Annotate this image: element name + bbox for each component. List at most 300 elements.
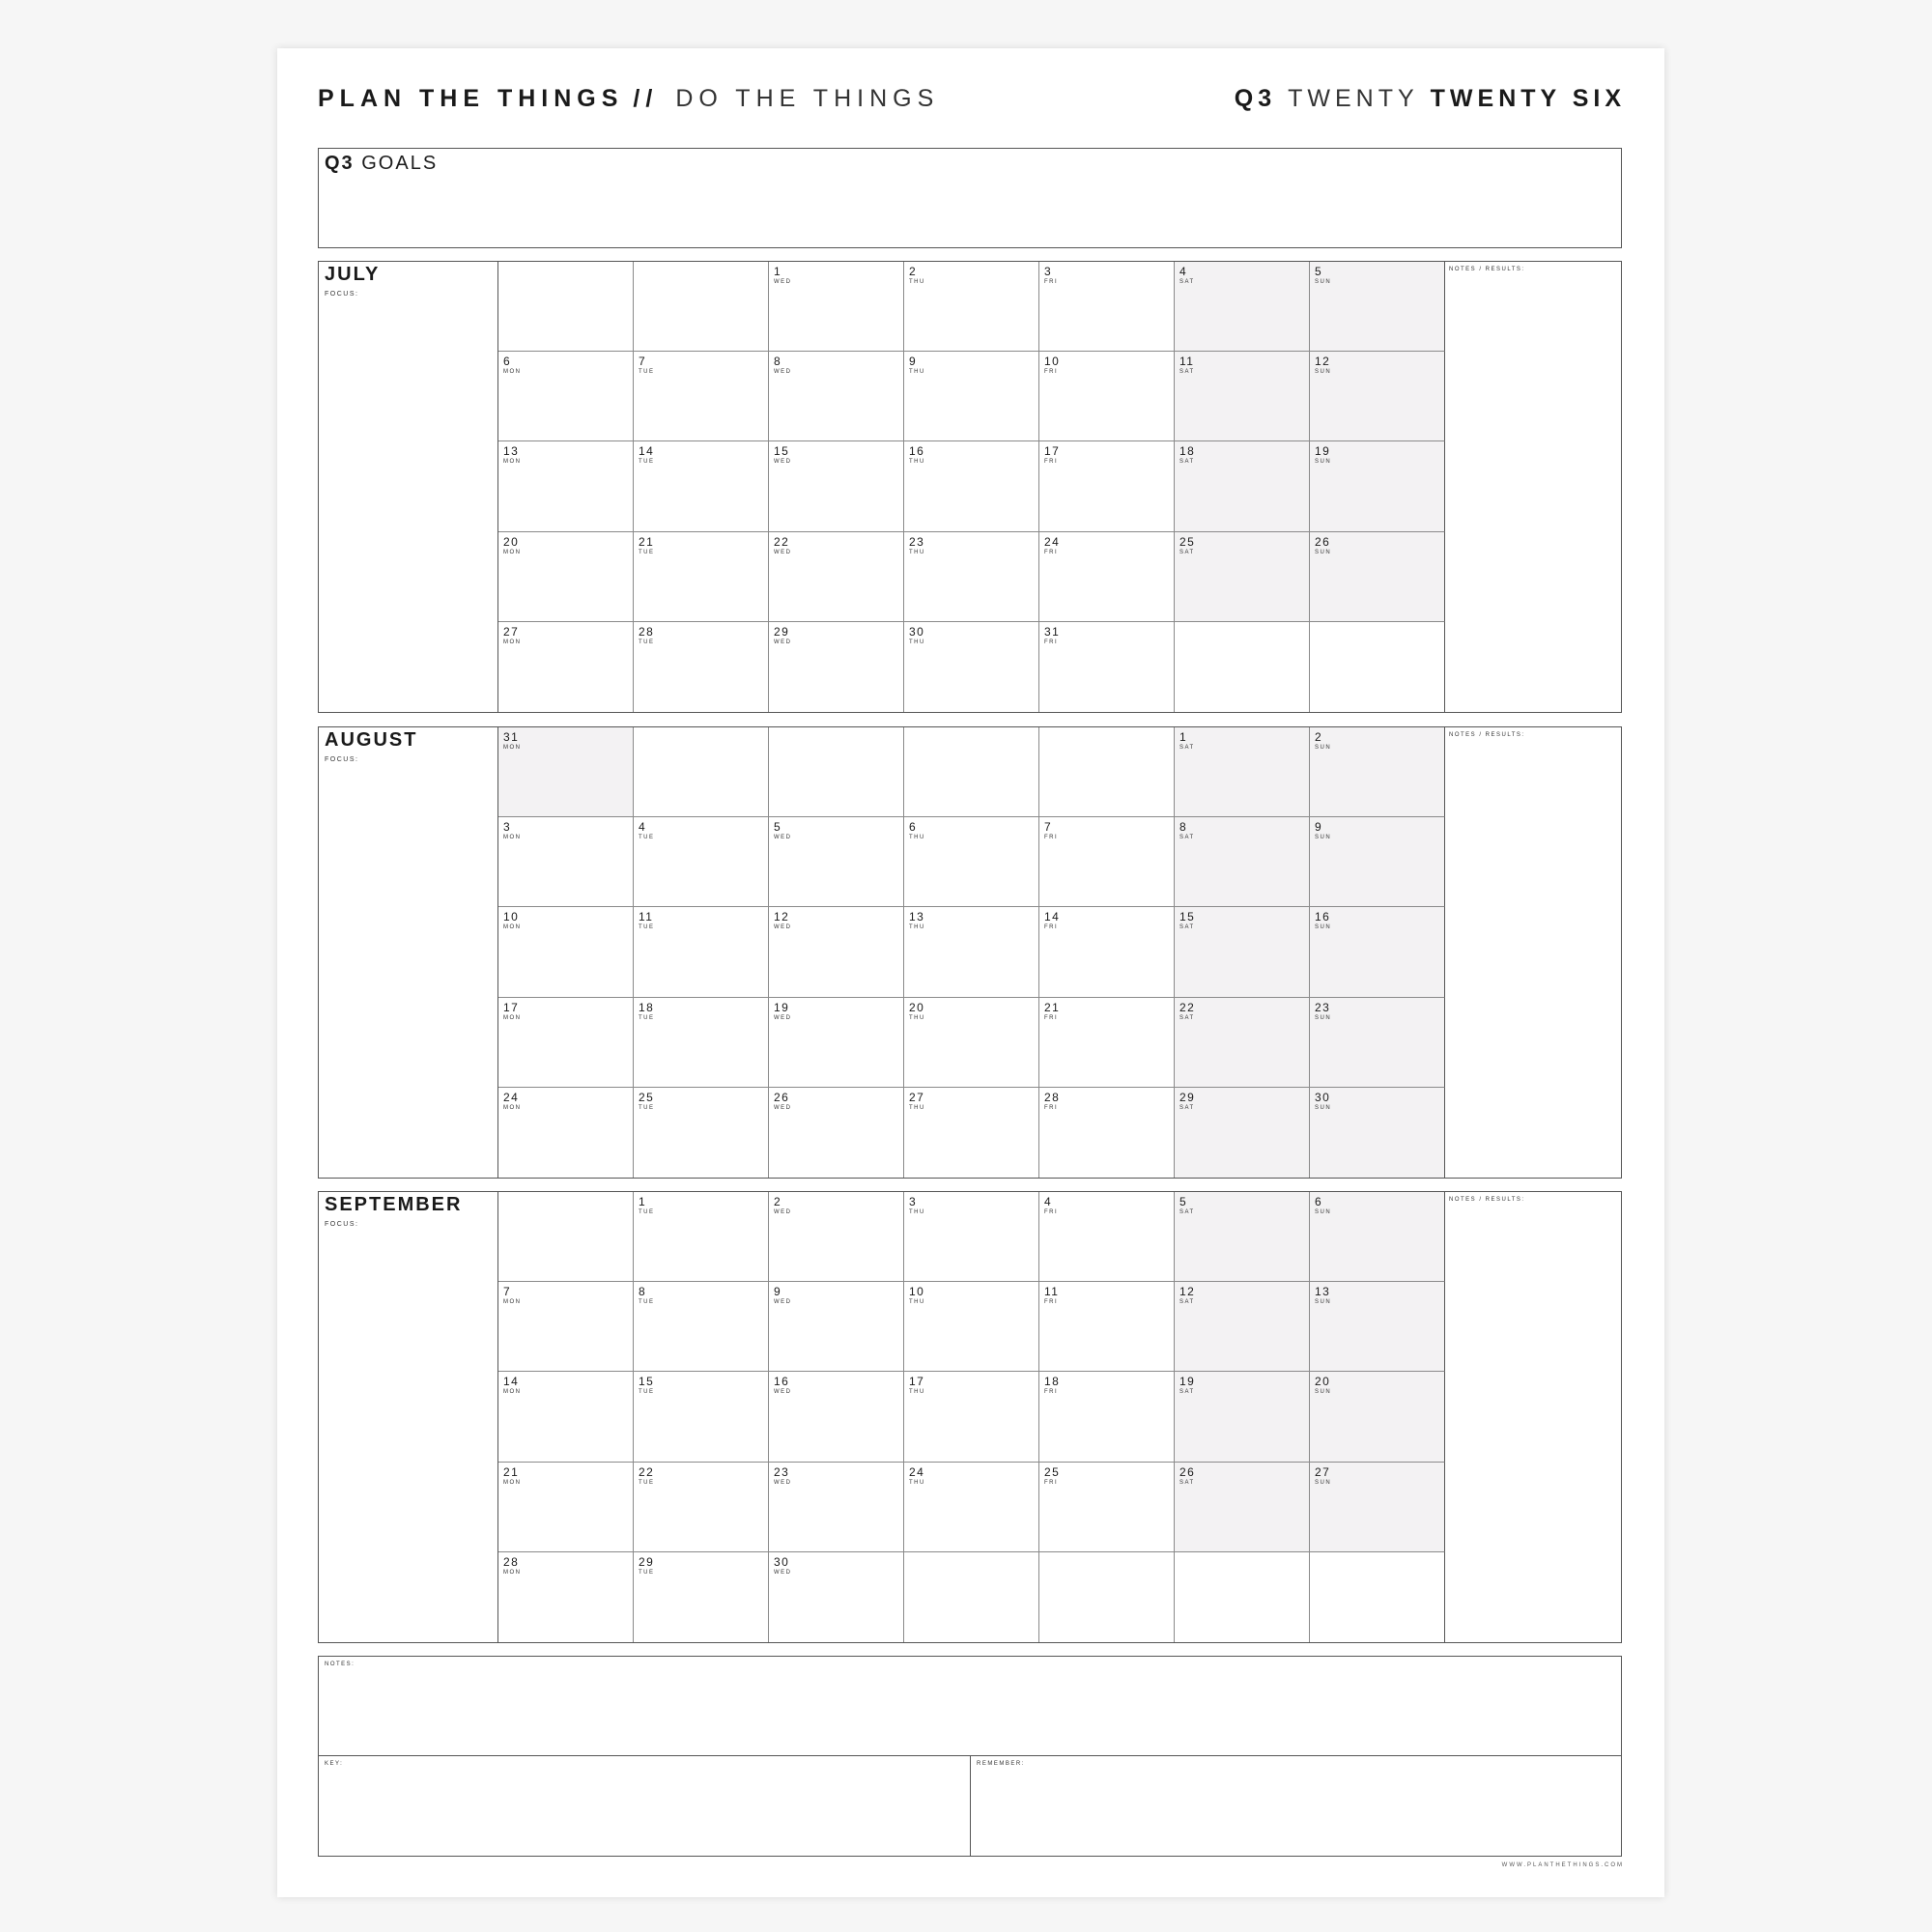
day-cell[interactable] xyxy=(904,622,1039,712)
day-number: 27 xyxy=(909,1090,925,1104)
month-name: SEPTEMBER xyxy=(325,1194,463,1215)
day-cell[interactable] xyxy=(1039,998,1175,1088)
header-title-light: DO THE THINGS xyxy=(675,85,940,112)
day-number: 13 xyxy=(909,910,925,924)
day-cell[interactable] xyxy=(1175,1192,1310,1282)
notes-results-box[interactable] xyxy=(1443,727,1621,1178)
weekday-label: THU xyxy=(909,549,925,555)
weekday-label: SAT xyxy=(1179,1104,1195,1111)
weekday-label: WED xyxy=(774,835,792,841)
weekday-label: THU xyxy=(909,279,925,285)
goals-label xyxy=(325,153,438,175)
calendar-grid xyxy=(498,1192,1445,1642)
calendar-grid xyxy=(498,727,1445,1178)
weekday-label: TUE xyxy=(639,1299,655,1306)
day-cell[interactable] xyxy=(769,1552,904,1642)
day-cell[interactable] xyxy=(1175,1552,1310,1642)
month-name: AUGUST xyxy=(325,729,418,751)
day-cell[interactable] xyxy=(1310,622,1445,712)
day-number: 3 xyxy=(1044,265,1053,278)
day-number: 10 xyxy=(909,1285,925,1299)
notes-results-label: NOTES / RESULTS: xyxy=(1449,267,1525,272)
day-cell[interactable] xyxy=(904,441,1039,531)
day-cell[interactable] xyxy=(498,352,634,441)
day-number: 21 xyxy=(639,534,655,549)
day-cell[interactable] xyxy=(634,907,769,997)
weekday-label: FRI xyxy=(1044,835,1059,841)
day-cell[interactable] xyxy=(769,1372,904,1462)
day-cell[interactable] xyxy=(634,352,769,441)
notes-results-box[interactable] xyxy=(1443,1192,1621,1642)
weekday-label: THU xyxy=(909,1389,925,1396)
day-number: 9 xyxy=(774,1285,782,1299)
weekday-label: TUE xyxy=(639,639,655,645)
day-cell[interactable] xyxy=(1310,262,1445,352)
day-number: 16 xyxy=(1315,910,1331,924)
day-cell[interactable] xyxy=(1310,907,1445,997)
day-number: 11 xyxy=(1179,355,1195,369)
day-number: 27 xyxy=(1315,1464,1331,1479)
day-number: 22 xyxy=(1179,1000,1196,1014)
day-cell[interactable] xyxy=(769,1192,904,1282)
weekday-label: WED xyxy=(774,369,792,376)
weekday-label: WED xyxy=(774,1479,792,1486)
day-number: 7 xyxy=(503,1285,512,1299)
weekday-label: SUN xyxy=(1315,549,1332,555)
day-cell[interactable] xyxy=(634,1463,769,1552)
day-cell[interactable] xyxy=(769,817,904,907)
day-number: 21 xyxy=(503,1464,520,1479)
day-number: 26 xyxy=(774,1090,790,1104)
weekday-label: WED xyxy=(774,1014,792,1021)
weekday-label: MON xyxy=(503,1389,522,1396)
weekday-label: MON xyxy=(503,835,522,841)
day-cell[interactable] xyxy=(1175,907,1310,997)
day-number: 11 xyxy=(1044,1285,1060,1299)
weekday-label: THU xyxy=(909,1209,925,1215)
weekday-label: FRI xyxy=(1044,1014,1059,1021)
day-number: 7 xyxy=(639,355,647,369)
day-cell[interactable] xyxy=(1175,1088,1310,1178)
day-number: 5 xyxy=(1179,1195,1188,1208)
weekday-label: SUN xyxy=(1315,924,1332,931)
day-cell[interactable] xyxy=(904,1282,1039,1372)
month-side[interactable] xyxy=(319,1192,498,1642)
day-cell[interactable] xyxy=(498,441,634,531)
day-number: 9 xyxy=(909,355,918,369)
day-cell[interactable] xyxy=(498,907,634,997)
day-cell[interactable] xyxy=(1175,998,1310,1088)
weekday-label: TUE xyxy=(639,459,655,466)
day-cell[interactable] xyxy=(498,622,634,712)
day-cell[interactable] xyxy=(498,532,634,622)
day-cell[interactable] xyxy=(769,352,904,441)
weekday-label: SUN xyxy=(1315,1479,1332,1486)
day-cell[interactable] xyxy=(1175,1282,1310,1372)
weekday-label: THU xyxy=(909,639,925,645)
weekday-label: SAT xyxy=(1179,745,1195,751)
remember-box[interactable] xyxy=(971,1756,1621,1856)
day-cell[interactable] xyxy=(1310,1282,1445,1372)
weekday-label: SAT xyxy=(1179,279,1195,285)
day-number: 30 xyxy=(1315,1090,1331,1104)
weekday-label: TUE xyxy=(639,1209,655,1215)
day-number: 21 xyxy=(1044,1000,1061,1014)
day-cell[interactable] xyxy=(904,1552,1039,1642)
day-cell[interactable] xyxy=(904,998,1039,1088)
day-number: 17 xyxy=(909,1375,925,1389)
day-cell[interactable] xyxy=(634,532,769,622)
day-number: 12 xyxy=(1179,1285,1196,1299)
day-number: 15 xyxy=(774,444,790,459)
weekday-label: SAT xyxy=(1179,549,1195,555)
day-cell[interactable] xyxy=(904,907,1039,997)
day-cell[interactable] xyxy=(1310,1552,1445,1642)
month-side[interactable] xyxy=(319,262,498,712)
day-number: 15 xyxy=(639,1375,655,1389)
weekday-label: FRI xyxy=(1044,924,1059,931)
weekday-label: SUN xyxy=(1315,745,1332,751)
day-cell[interactable] xyxy=(1175,532,1310,622)
weekday-label: WED xyxy=(774,924,792,931)
weekday-label: TUE xyxy=(639,549,655,555)
day-cell[interactable] xyxy=(1310,532,1445,622)
day-number: 14 xyxy=(639,444,655,459)
focus-label: FOCUS: xyxy=(325,1221,359,1228)
day-cell[interactable] xyxy=(1039,1088,1175,1178)
weekday-label: TUE xyxy=(639,835,655,841)
day-number: 15 xyxy=(1179,910,1196,924)
day-number: 24 xyxy=(909,1464,925,1479)
day-cell[interactable] xyxy=(1310,1088,1445,1178)
day-number: 1 xyxy=(1179,730,1188,744)
day-cell[interactable] xyxy=(634,262,769,352)
day-number: 19 xyxy=(1179,1375,1196,1389)
day-cell[interactable] xyxy=(1039,352,1175,441)
month-block-august xyxy=(318,726,1622,1179)
day-cell[interactable] xyxy=(634,727,769,817)
day-cell[interactable] xyxy=(1310,1192,1445,1282)
weekday-label: SUN xyxy=(1315,835,1332,841)
weekday-label: THU xyxy=(909,1014,925,1021)
goals-box[interactable] xyxy=(318,148,1622,248)
day-number: 2 xyxy=(909,265,918,278)
header-quarter-year xyxy=(1235,85,1626,113)
focus-label: FOCUS: xyxy=(325,291,359,298)
day-number: 25 xyxy=(1179,534,1196,549)
day-number: 12 xyxy=(774,910,790,924)
day-number: 22 xyxy=(774,534,790,549)
day-number: 29 xyxy=(1179,1090,1196,1104)
day-number: 4 xyxy=(639,820,647,835)
day-number: 27 xyxy=(503,624,520,639)
day-cell[interactable] xyxy=(904,1463,1039,1552)
weekday-label: SAT xyxy=(1179,1299,1195,1306)
day-cell[interactable] xyxy=(904,1192,1039,1282)
day-number: 4 xyxy=(1044,1195,1053,1208)
day-cell[interactable] xyxy=(498,817,634,907)
header-title xyxy=(318,85,939,113)
day-cell[interactable] xyxy=(634,1282,769,1372)
day-number: 18 xyxy=(1179,444,1196,459)
day-cell[interactable] xyxy=(498,1192,634,1282)
day-cell[interactable] xyxy=(634,622,769,712)
day-number: 18 xyxy=(639,1000,655,1014)
day-number: 20 xyxy=(1315,1375,1331,1389)
weekday-label: MON xyxy=(503,459,522,466)
day-number: 18 xyxy=(1044,1375,1061,1389)
day-cell[interactable] xyxy=(769,727,904,817)
day-cell[interactable] xyxy=(498,262,634,352)
weekday-label: SUN xyxy=(1315,1389,1332,1396)
day-number: 8 xyxy=(639,1285,647,1299)
day-number: 26 xyxy=(1315,534,1331,549)
day-cell[interactable] xyxy=(904,262,1039,352)
weekday-label: FRI xyxy=(1044,549,1059,555)
day-cell[interactable] xyxy=(1310,817,1445,907)
day-cell[interactable] xyxy=(769,532,904,622)
header-title-bold: PLAN THE THINGS xyxy=(318,85,624,112)
weekday-label: SAT xyxy=(1179,1209,1195,1215)
day-cell[interactable] xyxy=(1039,1192,1175,1282)
weekday-label: SUN xyxy=(1315,1104,1332,1111)
day-number: 10 xyxy=(1044,355,1061,369)
day-cell[interactable] xyxy=(1175,352,1310,441)
day-cell[interactable] xyxy=(1175,262,1310,352)
day-cell[interactable] xyxy=(904,1088,1039,1178)
day-number: 5 xyxy=(774,820,782,835)
day-number: 24 xyxy=(1044,534,1061,549)
weekday-label: SAT xyxy=(1179,924,1195,931)
day-cell[interactable] xyxy=(1175,1372,1310,1462)
year-light: TWENTY xyxy=(1288,85,1419,112)
day-cell[interactable] xyxy=(1039,1372,1175,1462)
day-number: 20 xyxy=(503,534,520,549)
weekday-label: SAT xyxy=(1179,1479,1195,1486)
day-number: 14 xyxy=(503,1375,520,1389)
weekday-label: SUN xyxy=(1315,1299,1332,1306)
weekday-label: MON xyxy=(503,369,522,376)
day-number: 16 xyxy=(909,444,925,459)
key-box[interactable] xyxy=(319,1756,971,1856)
weekday-label: THU xyxy=(909,924,925,931)
day-number: 19 xyxy=(774,1000,790,1014)
day-number: 28 xyxy=(503,1554,520,1569)
day-number: 10 xyxy=(503,910,520,924)
day-number: 30 xyxy=(774,1554,790,1569)
day-number: 17 xyxy=(503,1000,520,1014)
day-cell[interactable] xyxy=(1310,727,1445,817)
year-bold: TWENTY SIX xyxy=(1430,85,1626,112)
day-cell[interactable] xyxy=(904,817,1039,907)
day-number: 22 xyxy=(639,1464,655,1479)
quarter-label: Q3 xyxy=(1234,85,1277,112)
day-cell[interactable] xyxy=(634,1192,769,1282)
weekday-label: THU xyxy=(909,1479,925,1486)
day-cell[interactable] xyxy=(498,1282,634,1372)
weekday-label: WED xyxy=(774,1389,792,1396)
weekday-label: FRI xyxy=(1044,639,1059,645)
weekday-label: SUN xyxy=(1315,369,1332,376)
day-cell[interactable] xyxy=(769,907,904,997)
weekday-label: TUE xyxy=(639,924,655,931)
day-number: 14 xyxy=(1044,910,1061,924)
day-cell[interactable] xyxy=(1175,441,1310,531)
weekday-label: SAT xyxy=(1179,1389,1195,1396)
day-cell[interactable] xyxy=(498,727,634,817)
weekday-label: TUE xyxy=(639,1479,655,1486)
day-cell[interactable] xyxy=(634,1088,769,1178)
weekday-label: MON xyxy=(503,1014,522,1021)
day-cell[interactable] xyxy=(1310,998,1445,1088)
weekday-label: SAT xyxy=(1179,369,1195,376)
weekday-label: MON xyxy=(503,1299,522,1306)
weekday-label: MON xyxy=(503,549,522,555)
weekday-label: MON xyxy=(503,1104,522,1111)
day-number: 3 xyxy=(909,1195,918,1208)
weekday-label: WED xyxy=(774,1299,792,1306)
bottom-notes-box[interactable] xyxy=(318,1656,1622,1756)
day-cell[interactable] xyxy=(498,1463,634,1552)
day-cell[interactable] xyxy=(1039,727,1175,817)
day-cell[interactable] xyxy=(1310,1463,1445,1552)
notes-results-label: NOTES / RESULTS: xyxy=(1449,1197,1525,1203)
day-cell[interactable] xyxy=(1039,532,1175,622)
day-cell[interactable] xyxy=(634,441,769,531)
day-number: 23 xyxy=(1315,1000,1331,1014)
day-number: 1 xyxy=(639,1195,647,1208)
day-number: 11 xyxy=(639,910,654,924)
day-cell[interactable] xyxy=(1039,1552,1175,1642)
weekday-label: SUN xyxy=(1315,1209,1332,1215)
day-cell[interactable] xyxy=(1039,441,1175,531)
day-cell[interactable] xyxy=(769,1463,904,1552)
day-cell[interactable] xyxy=(1039,907,1175,997)
planner-sheet xyxy=(277,48,1664,1897)
day-number: 6 xyxy=(1315,1195,1323,1208)
day-cell[interactable] xyxy=(1310,352,1445,441)
weekday-label: FRI xyxy=(1044,1389,1059,1396)
weekday-label: WED xyxy=(774,459,792,466)
day-cell[interactable] xyxy=(769,622,904,712)
day-cell[interactable] xyxy=(1039,622,1175,712)
day-number: 24 xyxy=(503,1090,520,1104)
day-cell[interactable] xyxy=(904,727,1039,817)
weekday-label: MON xyxy=(503,1479,522,1486)
weekday-label: SAT xyxy=(1179,1014,1195,1021)
day-number: 9 xyxy=(1315,820,1323,835)
day-cell[interactable] xyxy=(1175,817,1310,907)
weekday-label: SUN xyxy=(1315,1014,1332,1021)
day-cell[interactable] xyxy=(1175,727,1310,817)
weekday-label: THU xyxy=(909,369,925,376)
weekday-label: THU xyxy=(909,1299,925,1306)
weekday-label: WED xyxy=(774,639,792,645)
day-number: 3 xyxy=(503,820,512,835)
day-cell[interactable] xyxy=(1310,441,1445,531)
day-cell[interactable] xyxy=(634,817,769,907)
notes-results-box[interactable] xyxy=(1443,262,1621,712)
day-number: 13 xyxy=(503,444,520,459)
day-cell[interactable] xyxy=(634,998,769,1088)
day-cell[interactable] xyxy=(769,1282,904,1372)
weekday-label: MON xyxy=(503,745,522,751)
day-cell[interactable] xyxy=(498,1552,634,1642)
weekday-label: WED xyxy=(774,1104,792,1111)
day-cell[interactable] xyxy=(769,262,904,352)
weekday-label: FRI xyxy=(1044,1479,1059,1486)
day-number: 2 xyxy=(774,1195,782,1208)
day-cell[interactable] xyxy=(1039,1282,1175,1372)
day-cell[interactable] xyxy=(498,998,634,1088)
day-number: 29 xyxy=(639,1554,655,1569)
weekday-label: MON xyxy=(503,924,522,931)
day-number: 23 xyxy=(909,534,925,549)
weekday-label: FRI xyxy=(1044,459,1059,466)
day-number: 5 xyxy=(1315,265,1323,278)
month-side[interactable] xyxy=(319,727,498,1178)
weekday-label: SUN xyxy=(1315,459,1332,466)
key-remember-row xyxy=(318,1756,1622,1857)
day-cell[interactable] xyxy=(1039,817,1175,907)
remember-label: REMEMBER: xyxy=(977,1761,1025,1767)
month-name: JULY xyxy=(325,264,381,285)
weekday-label: TUE xyxy=(639,1104,655,1111)
day-number: 13 xyxy=(1315,1285,1331,1299)
weekday-label: MON xyxy=(503,639,522,645)
day-cell[interactable] xyxy=(904,1372,1039,1462)
day-cell[interactable] xyxy=(1175,622,1310,712)
weekday-label: FRI xyxy=(1044,1299,1059,1306)
weekday-label: FRI xyxy=(1044,369,1059,376)
day-number: 25 xyxy=(639,1090,655,1104)
day-cell[interactable] xyxy=(634,1552,769,1642)
day-number: 25 xyxy=(1044,1464,1061,1479)
calendar-grid xyxy=(498,262,1445,712)
weekday-label: SAT xyxy=(1179,835,1195,841)
weekday-label: TUE xyxy=(639,1014,655,1021)
day-cell[interactable] xyxy=(1310,1372,1445,1462)
goals-text: GOALS xyxy=(361,153,439,174)
goals-quarter: Q3 xyxy=(325,153,355,174)
day-cell[interactable] xyxy=(769,1088,904,1178)
month-block-july xyxy=(318,261,1622,713)
day-cell[interactable] xyxy=(634,1372,769,1462)
day-cell[interactable] xyxy=(769,441,904,531)
weekday-label: TUE xyxy=(639,1569,655,1576)
weekday-label: FRI xyxy=(1044,1209,1059,1215)
weekday-label: THU xyxy=(909,835,925,841)
day-cell[interactable] xyxy=(904,352,1039,441)
day-number: 31 xyxy=(1044,624,1061,639)
day-cell[interactable] xyxy=(769,998,904,1088)
day-cell[interactable] xyxy=(904,532,1039,622)
day-number: 17 xyxy=(1044,444,1061,459)
day-cell[interactable] xyxy=(498,1372,634,1462)
day-number: 28 xyxy=(639,624,655,639)
day-number: 16 xyxy=(774,1375,790,1389)
weekday-label: TUE xyxy=(639,369,655,376)
day-cell[interactable] xyxy=(1039,262,1175,352)
day-cell[interactable] xyxy=(498,1088,634,1178)
weekday-label: SUN xyxy=(1315,279,1332,285)
day-cell[interactable] xyxy=(1039,1463,1175,1552)
day-number: 2 xyxy=(1315,730,1323,744)
day-cell[interactable] xyxy=(1175,1463,1310,1552)
weekday-label: TUE xyxy=(639,1389,655,1396)
day-number: 7 xyxy=(1044,820,1053,835)
day-number: 20 xyxy=(909,1000,925,1014)
